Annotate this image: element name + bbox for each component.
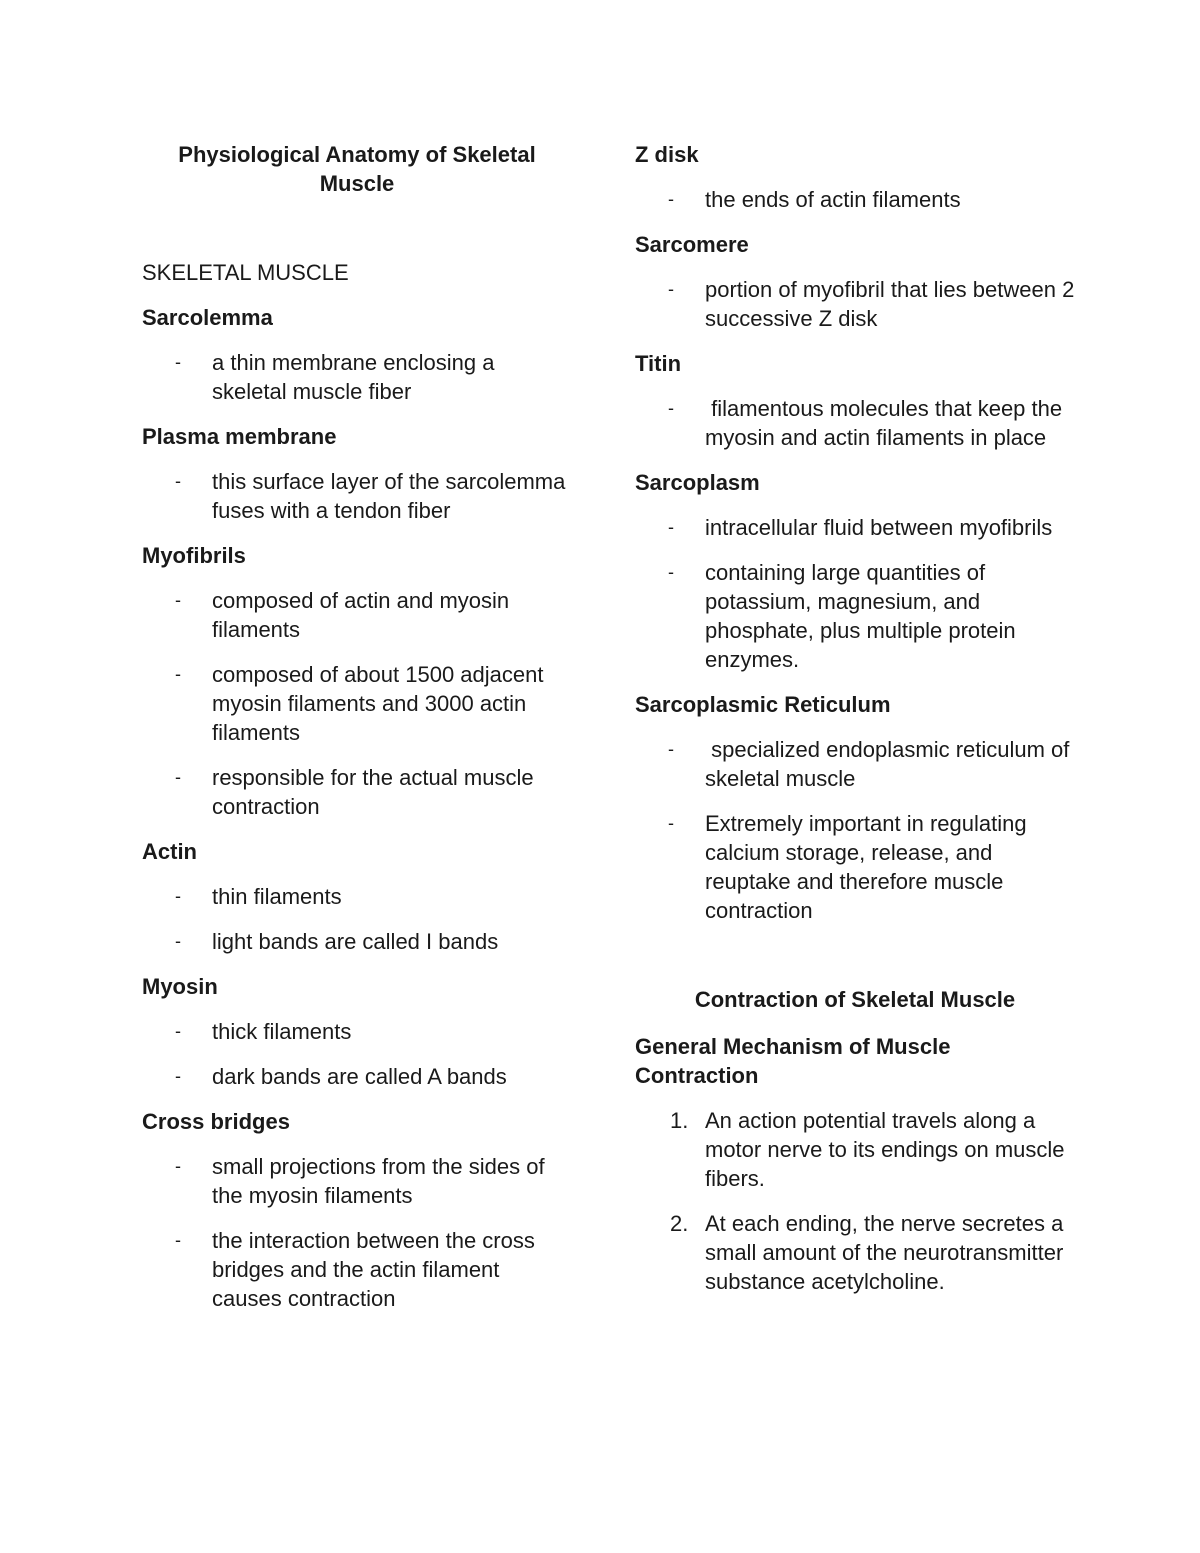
- term-heading: Actin: [142, 839, 197, 864]
- item-text: responsible for the actual muscle contraction: [212, 765, 534, 819]
- item-text: thin filaments: [212, 884, 342, 909]
- section-heading: SKELETAL MUSCLE: [142, 260, 349, 285]
- term-block: [635, 349, 1075, 452]
- term-block: [142, 422, 572, 525]
- list-item: [635, 394, 1075, 452]
- list-item: [142, 1226, 572, 1313]
- subheading: General Mechanism of Muscle Contraction: [635, 1034, 951, 1088]
- item-text: small projections from the sides of the myosin filaments: [212, 1154, 545, 1208]
- section-title: Contraction of Skeletal Muscle: [694, 987, 1016, 1012]
- list-item: [142, 1152, 572, 1210]
- item-text: a thin membrane enclosing a skeletal muscle fiber: [212, 350, 495, 404]
- term-heading: Sarcoplasm: [635, 470, 760, 495]
- dash-marker: -: [175, 931, 181, 951]
- item-text: composed of about 1500 adjacent myosin filaments and 3000 actin filaments: [212, 662, 544, 745]
- dash-marker: -: [175, 664, 181, 684]
- list-item: [142, 660, 572, 747]
- list-item: [142, 882, 572, 911]
- list-item: [142, 1062, 572, 1091]
- spacer: [635, 941, 1075, 985]
- dash-marker: -: [175, 352, 181, 372]
- list-item: [142, 763, 572, 821]
- item-text: intracellular fluid between myofibrils: [705, 515, 1053, 540]
- item-text: dark bands are called A bands: [212, 1064, 507, 1089]
- dash-marker: -: [175, 886, 181, 906]
- item-text: the ends of actin filaments: [705, 187, 961, 212]
- dash-marker: -: [668, 739, 674, 759]
- dash-marker: -: [668, 279, 674, 299]
- item-text: composed of actin and myosin filaments: [212, 588, 510, 642]
- term-block: [142, 303, 572, 406]
- item-text: At each ending, the nerve secretes a small amount of the neurotransmitter substance acetylcholine.: [705, 1211, 1064, 1294]
- list-item: [635, 735, 1075, 793]
- dash-marker: -: [175, 590, 181, 610]
- item-text: this surface layer of the sarcolemma fuses with a tendon fiber: [212, 469, 566, 523]
- term-block: [635, 230, 1075, 333]
- list-item: [635, 809, 1075, 925]
- dash-marker: -: [175, 1156, 181, 1176]
- term-block: [635, 690, 1075, 925]
- dash-marker: -: [175, 1021, 181, 1041]
- term-heading: Sarcolemma: [142, 305, 273, 330]
- item-text: portion of myofibril that lies between 2 successive Z disk: [705, 277, 1075, 331]
- list-item: [635, 275, 1075, 333]
- left-column: [142, 140, 572, 1329]
- term-heading: Plasma membrane: [142, 424, 337, 449]
- item-text: specialized endoplasmic reticulum of skeletal muscle: [705, 737, 1076, 791]
- term-heading: Myofibrils: [142, 543, 246, 568]
- item-text: Extremely important in regulating calcium storage, release, and reuptake and therefore muscle contraction: [705, 811, 1027, 923]
- term-block: [635, 468, 1075, 674]
- list-item: [142, 927, 572, 956]
- list-item: [635, 558, 1075, 674]
- dash-marker: -: [175, 1230, 181, 1250]
- term-block: [142, 1107, 572, 1313]
- item-text: filamentous molecules that keep the myosin and actin filaments in place: [705, 396, 1069, 450]
- item-text: thick filaments: [212, 1019, 352, 1044]
- term-heading: Sarcoplasmic Reticulum: [635, 692, 891, 717]
- step-number: 1.: [670, 1108, 689, 1133]
- list-item: [142, 348, 572, 406]
- right-column: [635, 140, 1075, 1312]
- dash-marker: -: [668, 562, 674, 582]
- term-block: [635, 140, 1075, 214]
- item-text: the interaction between the cross bridges and the actin filament causes contraction: [212, 1228, 535, 1311]
- list-item: [635, 1209, 1075, 1296]
- document-title: Physiological Anatomy of Skeletal Muscle: [178, 142, 536, 196]
- term-heading: Sarcomere: [635, 232, 749, 257]
- dash-marker: -: [175, 1066, 181, 1086]
- dash-marker: -: [668, 189, 674, 209]
- term-block: [142, 837, 572, 956]
- list-item: [635, 513, 1075, 542]
- step-number: 2.: [670, 1211, 689, 1236]
- list-item: [142, 1017, 572, 1046]
- list-item: [142, 467, 572, 525]
- item-text: light bands are called I bands: [212, 929, 499, 954]
- term-heading: Z disk: [635, 142, 699, 167]
- item-text: containing large quantities of potassium, magnesium, and phosphate, plus multiple protein enzymes.: [705, 560, 1016, 672]
- dash-marker: -: [668, 813, 674, 833]
- dash-marker: -: [668, 517, 674, 537]
- dash-marker: -: [668, 398, 674, 418]
- item-text: An action potential travels along a motor nerve to its endings on muscle fibers.: [705, 1108, 1065, 1191]
- list-item: [635, 1106, 1075, 1193]
- term-block: [142, 541, 572, 821]
- term-block: [142, 972, 572, 1091]
- term-heading: Cross bridges: [142, 1109, 290, 1134]
- list-item: [142, 586, 572, 644]
- term-heading: Myosin: [142, 974, 218, 999]
- numbered-list: [635, 1106, 1075, 1296]
- term-heading: Titin: [635, 351, 682, 376]
- list-item: [635, 185, 1075, 214]
- dash-marker: -: [175, 767, 181, 787]
- dash-marker: -: [175, 471, 181, 491]
